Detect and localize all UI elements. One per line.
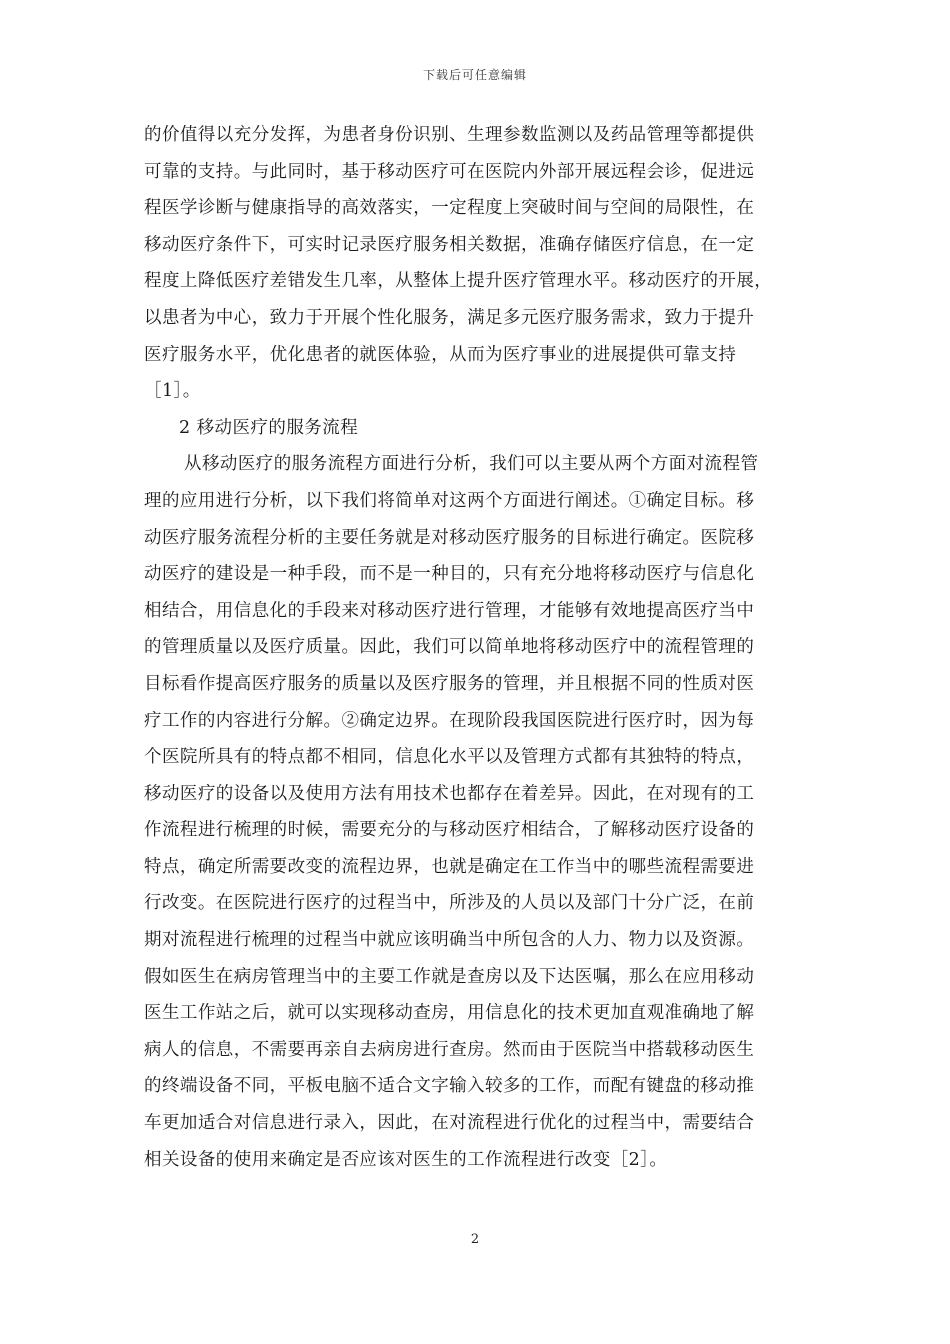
text-line: 车更加适合对信息进行录入，因此，在对流程进行优化的过程当中，需要结合	[144, 1113, 755, 1134]
text-line: 期对流程进行梳理的过程当中就应该明确当中所包含的人力、物力以及资源。	[144, 930, 755, 951]
text-line: 作流程进行梳理的时候，需要充分的与移动医疗相结合，了解移动医疗设备的	[144, 820, 755, 841]
text-line: ［1］。	[144, 381, 201, 402]
text-line: 程医学诊断与健康指导的高效落实，一定程度上突破时间与空间的局限性，在	[144, 198, 755, 219]
text-line: 的价值得以充分发挥，为患者身份识别、生理参数监测以及药品管理等都提供	[144, 125, 755, 145]
paragraph-first-line: 从移动医疗的服务流程方面进行分析，我们可以主要从两个方面对流程管	[184, 454, 759, 475]
text-line: 病人的信息，不需要再亲自去病房进行查房。然而由于医院当中搭载移动医生	[144, 1039, 755, 1060]
text-line: 移动医疗条件下，可实时记录医疗服务相关数据，准确存储医疗信息，在一定	[144, 234, 755, 255]
page-number: 2	[470, 1232, 480, 1247]
text-line: 假如医生在病房管理当中的主要工作就是查房以及下达医嘱，那么在应用移动	[144, 966, 755, 987]
text-line: 以患者为中心，致力于开展个性化服务，满足多元医疗服务需求，致力于提升	[144, 307, 755, 328]
text-line: 的终端设备不同，平板电脑不适合文字输入较多的工作，而配有键盘的移动推	[144, 1076, 755, 1097]
text-line: 行改变。在医院进行医疗的过程当中，所涉及的人员以及部门十分广泛，在前	[144, 893, 755, 914]
text-line: 移动医疗的设备以及使用方法有用技术也都存在着差异。因此，在对现有的工	[144, 783, 755, 804]
text-line: 动医疗的建设是一种手段，而不是一种目的，只有充分地将移动医疗与信息化	[144, 564, 755, 585]
text-line: 个医院所具有的特点都不相同，信息化水平以及管理方式都有其独特的特点，	[144, 747, 755, 768]
text-line: 疗工作的内容进行分解。②确定边界。在现阶段我国医院进行医疗时，因为每	[144, 710, 755, 731]
text-line: 相结合，用信息化的手段来对移动医疗进行管理，才能够有效地提高医疗当中	[144, 600, 755, 621]
section-heading: 2 移动医疗的服务流程	[179, 417, 359, 438]
text-line: 程度上降低医疗差错发生几率，从整体上提升医疗管理水平。移动医疗的开展，	[144, 271, 773, 292]
text-line: 目标看作提高医疗服务的质量以及医疗服务的管理，并且根据不同的性质对医	[144, 673, 755, 694]
page-header: 下载后可任意编辑	[422, 68, 527, 82]
text-line: 动医疗服务流程分析的主要任务就是对移动医疗服务的目标进行确定。医院移	[144, 527, 755, 548]
text-line: 的管理质量以及医疗质量。因此，我们可以简单地将移动医疗中的流程管理的	[144, 637, 755, 658]
text-line: 特点，确定所需要改变的流程边界，也就是确定在工作当中的哪些流程需要进	[144, 856, 755, 877]
text-line: 医疗服务水平，优化患者的就医体验，从而为医疗事业的进展提供可靠支持	[144, 344, 737, 365]
text-line: 相关设备的使用来确定是否应该对医生的工作流程进行改变［2］。	[144, 1149, 668, 1170]
text-line: 理的应用进行分析，以下我们将简单对这两个方面进行阐述。①确定目标。移	[144, 490, 755, 511]
text-line: 可靠的支持。与此同时，基于移动医疗可在医院内外部开展远程会诊，促进远	[144, 161, 755, 182]
body-text	[144, 117, 824, 1178]
text-line: 医生工作站之后，就可以实现移动查房，用信息化的技术更加直观准确地了解	[144, 1003, 755, 1024]
